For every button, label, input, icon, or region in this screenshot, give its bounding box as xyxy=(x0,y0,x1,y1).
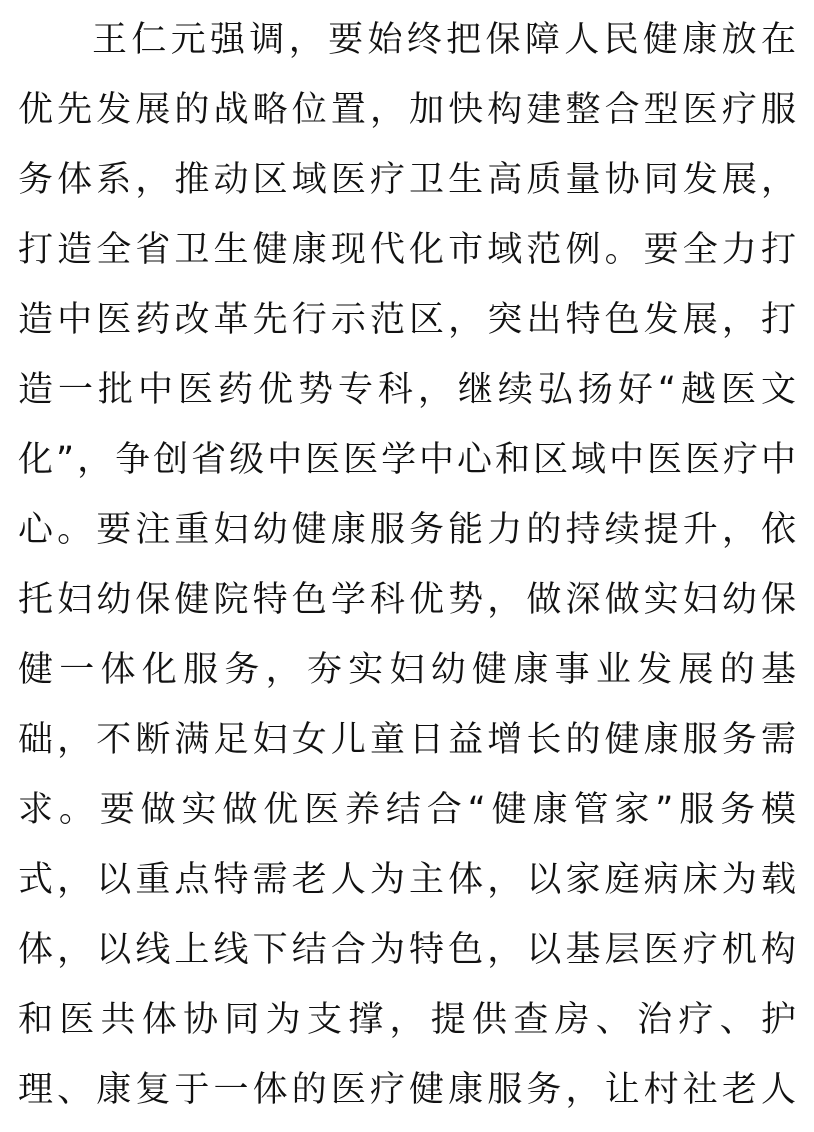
paragraph-line: 健一体化服务，夯实妇幼健康事业发展的基 xyxy=(18,650,796,690)
paragraph-line: 式，以重点特需老人为主体，以家庭病床为载 xyxy=(18,860,796,900)
paragraph-line: 体，以线上线下结合为特色，以基层医疗机构 xyxy=(18,930,796,970)
paragraph-line: 求。要做实做优医养结合“健康管家”服务模 xyxy=(18,790,796,830)
paragraph-line: 王仁元强调，要始终把保障人民健康放在 xyxy=(92,20,796,60)
paragraph-line: 心。要注重妇幼健康服务能力的持续提升，依 xyxy=(18,510,796,550)
paragraph-line: 和医共体协同为支撑，提供查房、治疗、护 xyxy=(18,1000,796,1040)
paragraph-line: 理、康复于一体的医疗健康服务，让村社老人 xyxy=(18,1070,796,1110)
paragraph-line: 打造全省卫生健康现代化市域范例。要全力打 xyxy=(18,230,796,270)
paragraph-line: 务体系，推动区域医疗卫生高质量协同发展， xyxy=(18,160,796,200)
paragraph-line: 优先发展的战略位置，加快构建整合型医疗服 xyxy=(18,90,796,130)
paragraph-line: 化”，争创省级中医医学中心和区域中医医疗中 xyxy=(18,440,796,480)
paragraph-line: 造中医药改革先行示范区，突出特色发展，打 xyxy=(18,300,796,340)
paragraph-line: 托妇幼保健院特色学科优势，做深做实妇幼保 xyxy=(18,580,796,620)
paragraph-line: 础，不断满足妇女儿童日益增长的健康服务需 xyxy=(18,720,796,760)
paragraph-line: 造一批中医药优势专科，继续弘扬好“越医文 xyxy=(18,370,796,410)
